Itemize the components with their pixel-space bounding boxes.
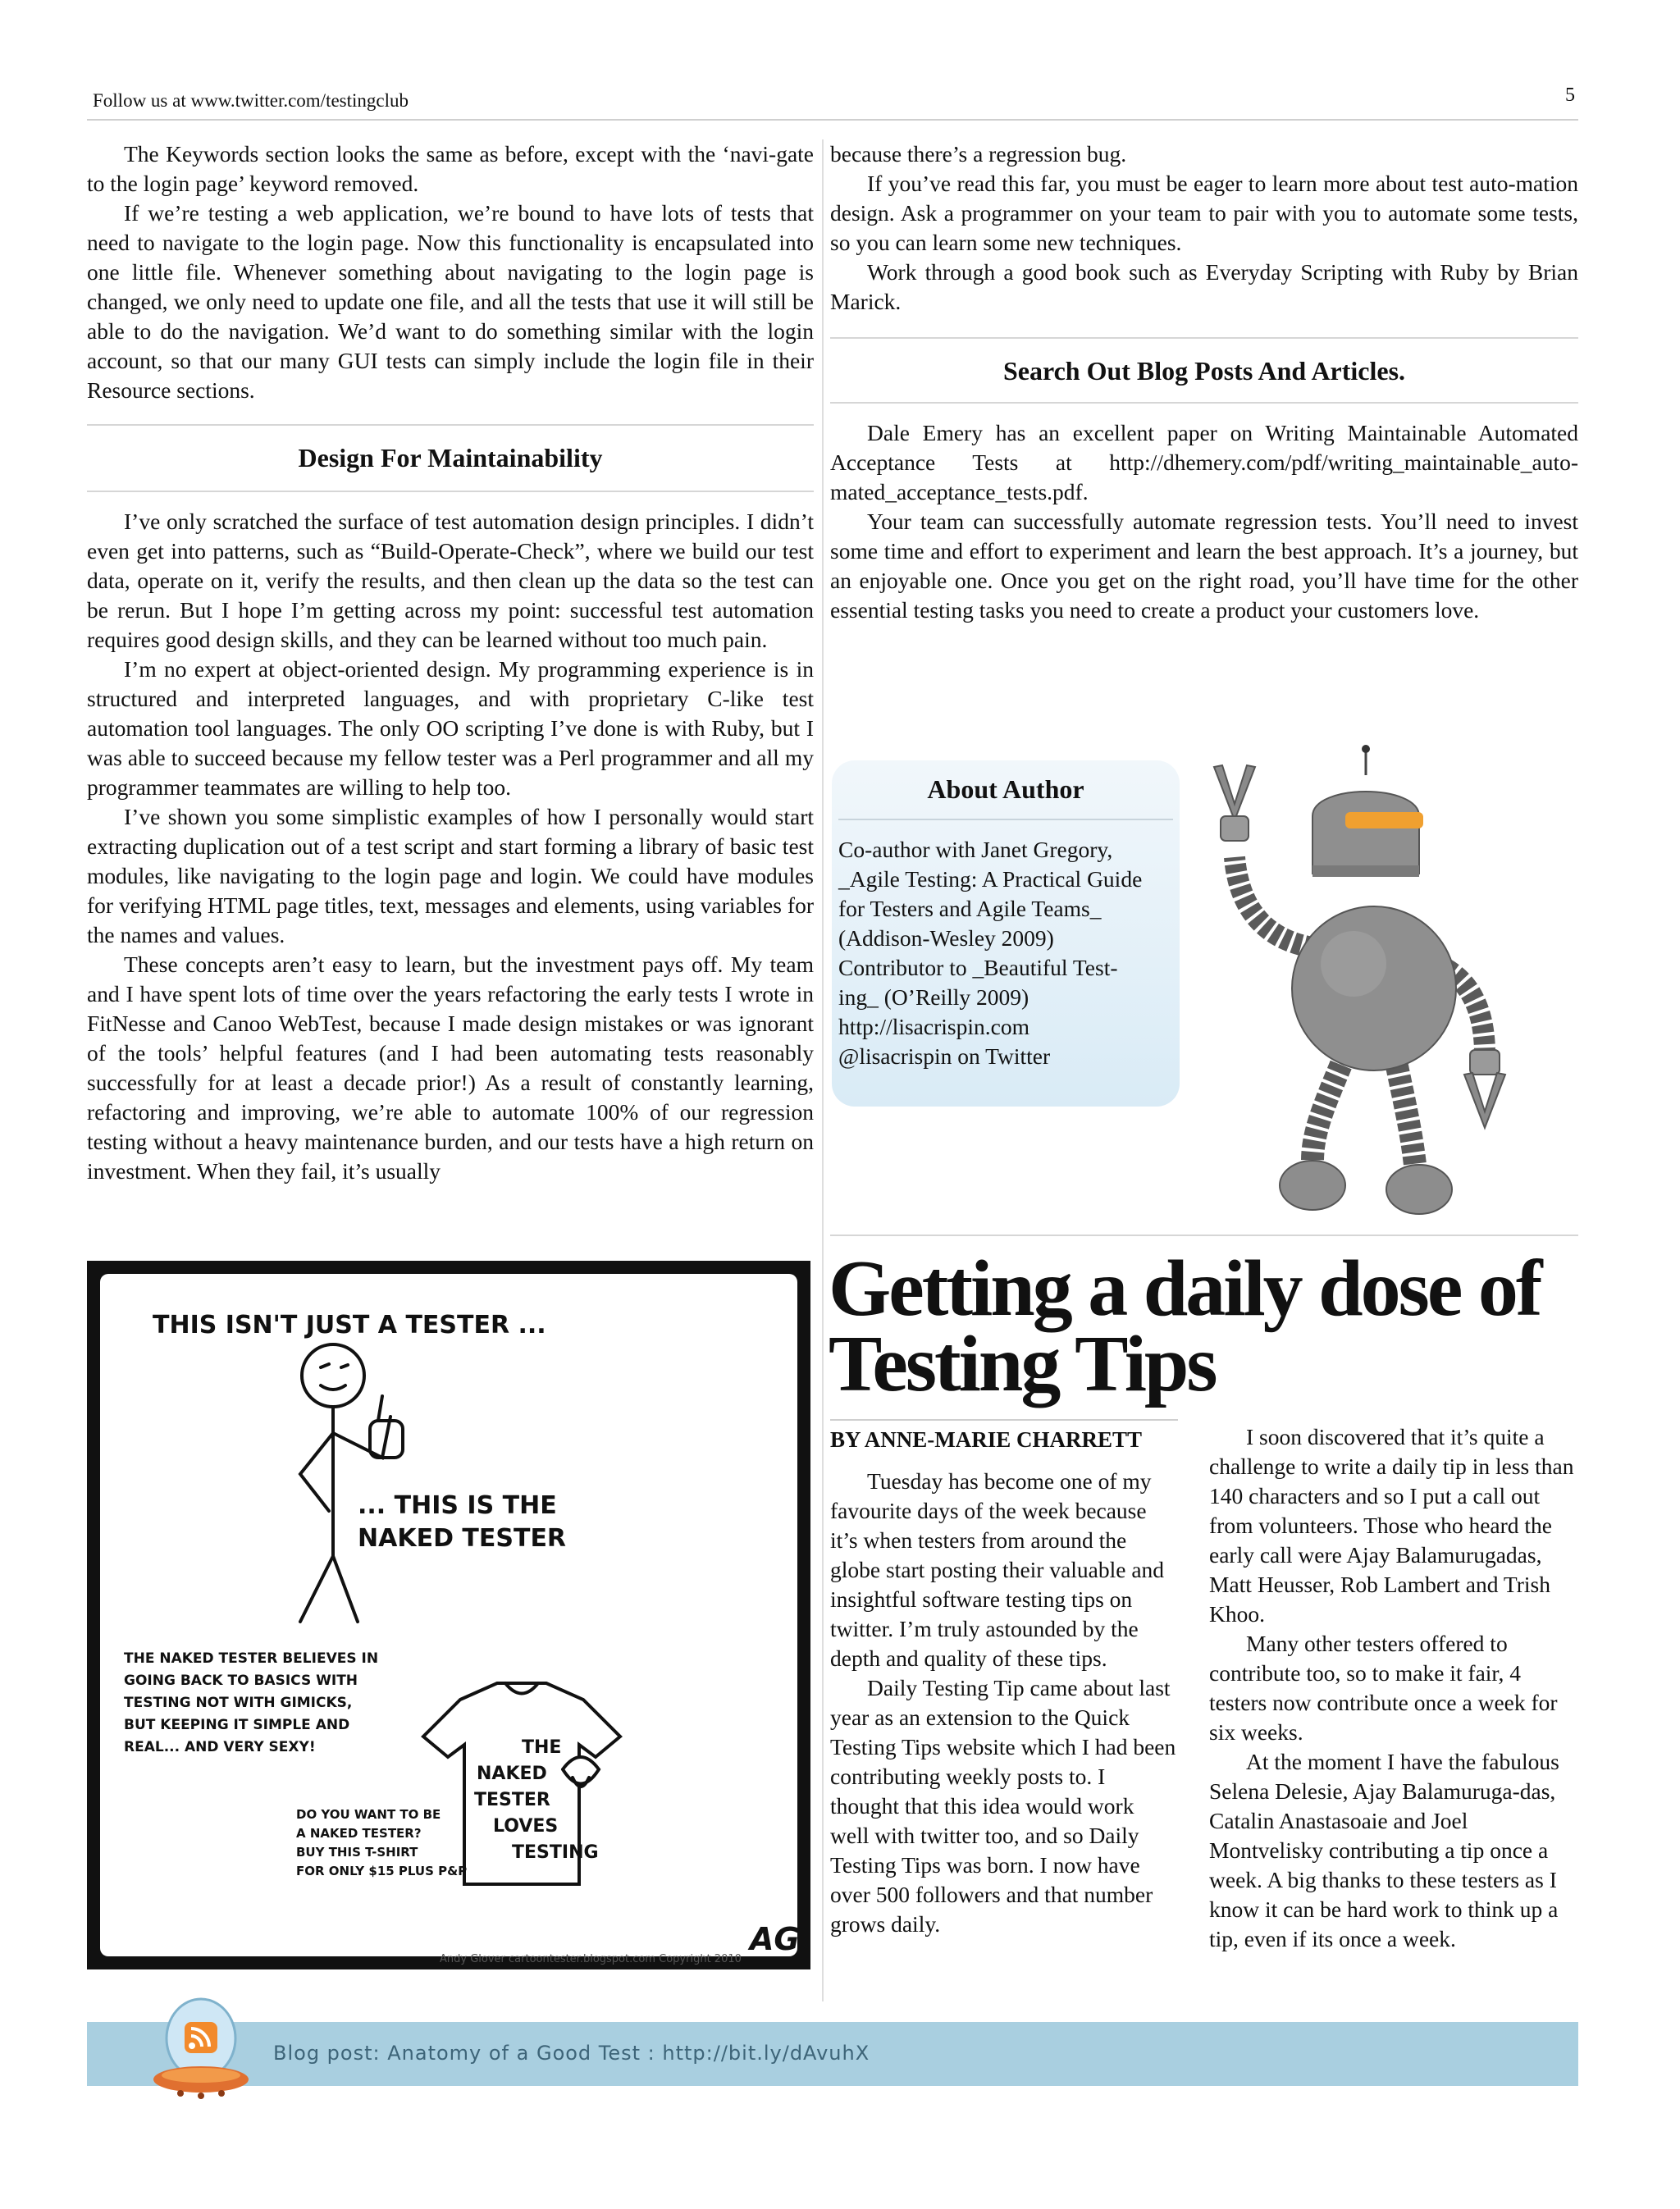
paragraph: Many other testers offered to contribute too, so to make it fair, 4 testers now contribute once a week for six weeks. — [1209, 1631, 1558, 1745]
paragraph: Tuesday has become one of my favourite days of the week because it’s when testers from around the globe start posting their valuable and insightful software testing tips on twitter. I’m truly astounded by the depth and quality of these tips. — [830, 1468, 1165, 1671]
section-divider — [87, 424, 814, 426]
column-divider — [822, 139, 824, 2001]
cartoon-belief: BUT KEEPING IT SIMPLE AND — [124, 1717, 350, 1733]
about-author-title: About Author — [927, 774, 1084, 804]
paragraph: I’ve only scratched the surface of test automation design principles. I didn’t even get into patterns, such as “Build-Operate-Check”, where we build our test data, operate on it, verify the results, and then clean up the data so the test can be rerun. But I hope I’m getting across my point: successful test automation requires good design skills, and they can be learned without too much pain. — [87, 509, 814, 652]
cartoon-signature: AG — [750, 1921, 800, 1957]
byline-divider — [830, 1419, 1178, 1421]
article-column-2 — [1209, 1422, 1578, 1954]
section-divider — [87, 491, 814, 492]
cartoon-headline: THIS ISN'T JUST A TESTER ... — [153, 1311, 546, 1340]
about-line: Contributor to _Beautiful Test- — [838, 955, 1118, 980]
header-divider — [87, 119, 1578, 121]
about-line: Co-author with Janet Gregory, — [838, 837, 1113, 862]
shirt-text: LOVES — [493, 1816, 559, 1837]
cartoon-buy: BUY THIS T-SHIRT — [296, 1845, 418, 1860]
paragraph: These concepts aren’t easy to learn, but the investment pays off. My team and I have spent lots of time over the years refactoring the early tests I wrote in FitNesse and Canoo WebTest, because I made design mistakes or was ignorant of the tools’ helpful features (and I had been automating tests reasonably successfully for at least a decade prior!) As a result of constantly learning, refactoring and improving, we’re able to automate 100% of our regression testing without a heavy maintenance burden, and our tests have a high return on investment. When they fail, it’s usually — [87, 952, 814, 1184]
paragraph: Daily Testing Tip came about last year as an extension to the Quick Testing Tips website which I had been contributing weekly posts to. I thought that this idea would work well with twitter too, and so Daily Testing Tips was born. I now have over 500 followers and that number grows daily. — [830, 1675, 1176, 1937]
cartoon-buy: A NAKED TESTER? — [296, 1826, 422, 1841]
paragraph: because there’s a regression bug. — [830, 141, 1127, 167]
article-byline: BY ANNE-MARIE CHARRETT — [830, 1427, 1143, 1452]
shirt-text: THE — [522, 1737, 562, 1758]
about-line-twitter[interactable]: @lisacrispin on Twitter — [838, 1043, 1051, 1069]
robot-illustration — [1189, 742, 1542, 1218]
paragraph: Your team can successfully automate regression tests. You’ll need to invest some time and effort to experiment and learn the best approach. It’s a journey, but an enjoyable one. Once you get on the right road, you’ll have time for the other essential testing tasks you need to create a product your customers love. — [830, 509, 1578, 623]
cartoon-sub-1: ... THIS IS THE — [358, 1491, 557, 1520]
right-column-body — [830, 418, 1578, 625]
paragraph: Work through a good book such as Everyday Scripting with Ruby by Brian Marick. — [830, 259, 1578, 314]
left-column-top — [87, 139, 814, 405]
about-line: (Addison-Wesley 2009) — [838, 925, 1054, 951]
section-divider — [830, 1235, 1578, 1236]
about-line: for Testers and Agile Teams_ — [838, 896, 1102, 921]
about-line-link[interactable]: http://lisacrispin.com — [838, 1014, 1029, 1039]
cartoon-credit: Andy Glover cartoontester.blogspot.com Copyright 2010 — [440, 1953, 742, 1965]
paragraph: Dale Emery has an excellent paper on Writing Maintainable Automated Acceptance Tests at http://dhemery.com/pdf/writing_maintainable_auto-mated_acceptance_tests.pdf. — [830, 420, 1578, 504]
paragraph: The Keywords section looks the same as before, except with the ‘navi-gate to the login page’ keyword removed. — [87, 141, 814, 196]
rss-icon — [152, 1993, 250, 2104]
cartoon-buy: FOR ONLY $15 PLUS P&P — [296, 1864, 468, 1878]
article-title-line: Getting a daily dose of — [829, 1244, 1541, 1333]
header-follow-text: Follow us at www.twitter.com/testingclub — [93, 90, 409, 111]
cartoon-buy: DO YOU WANT TO BE — [296, 1807, 441, 1822]
shirt-text: TESTING — [512, 1842, 599, 1863]
cartoon-sub-2: NAKED TESTER — [358, 1524, 567, 1553]
page-number: 5 — [1565, 84, 1575, 106]
about-author-body — [838, 835, 1176, 1071]
about-divider — [838, 819, 1173, 820]
section-divider — [830, 337, 1578, 339]
paragraph: I soon discovered that it’s quite a challenge to write a daily tip in less than 140 characters and so I put a call out from volunteers. Those who heard the early call were Ajay Balamurugadas, Matt Heusser, Rob Lambert and Trish Khoo. — [1209, 1424, 1574, 1627]
section-divider — [830, 402, 1578, 404]
naked-tester-cartoon — [87, 1261, 810, 1969]
cartoon-belief: REAL... AND VERY SEXY! — [124, 1739, 316, 1755]
paragraph: I’ve shown you some simplistic examples of how I personally would start extracting duplication out of a test script and start forming a library of basic test modules, like navigating to the login page and login. We could have modules for verifying HTML page titles, text, messages and elements, using variables for the names and values. — [87, 804, 814, 947]
about-line: ing_ (O’Reilly 2009) — [838, 984, 1029, 1010]
shirt-text: NAKED — [477, 1764, 547, 1784]
right-column-top — [830, 139, 1578, 317]
article-column-1 — [830, 1467, 1178, 1939]
cartoon-belief: THE NAKED TESTER BELIEVES IN — [124, 1650, 379, 1667]
paragraph: If we’re testing a web application, we’re bound to have lots of tests that need to navigate to the login page. Now this functionality is encapsulated into one little file. Whenever something about navigating to the login page is changed, we only need to update one file, and all the tests that use it will still be able to do the navigation. We’d want to do something similar with the login account, so that our many GUI tests can simply include the login file in their Resource sections. — [87, 200, 814, 403]
paragraph: At the moment I have the fabulous Selena Delesie, Ajay Balamuruga-das, Catalin Anastasoaie and Joel Montvelisky contributing a tip once a week. A big thanks to these testers as I know it can be hard work to think up a tip, even if its once a week. — [1209, 1749, 1559, 1951]
article-title — [829, 1244, 1567, 1408]
about-line: _Agile Testing: A Practical Guide — [838, 866, 1143, 892]
shirt-text: TESTER — [474, 1790, 550, 1810]
cartoon-belief: GOING BACK TO BASICS WITH — [124, 1673, 358, 1689]
footer-blog-link[interactable]: Blog post: Anatomy of a Good Test : http://bit.ly/dAvuhX — [273, 2042, 870, 2065]
article-title-line: Testing Tips — [829, 1320, 1216, 1408]
paragraph: If you’ve read this far, you must be eager to learn more about test auto-mation design. Ask a programmer on your team to pair with you to automate some tests, so you can learn some new techniques. — [830, 171, 1578, 255]
section-heading: Design For Maintainability — [298, 443, 603, 472]
left-column-body — [87, 507, 814, 1186]
paragraph: I’m no expert at object-oriented design. My programming experience is in structured and interpreted languages, and with proprietary C-like test automation tool languages. The only OO scripting I’ve done is with Ruby, but I was able to succeed because my fellow tester was a Perl programmer and all my programmer teammates are willing to help too. — [87, 656, 814, 800]
cartoon-belief: TESTING NOT WITH GIMICKS, — [124, 1695, 353, 1711]
section-heading: Search Out Blog Posts And Articles. — [1002, 356, 1406, 386]
